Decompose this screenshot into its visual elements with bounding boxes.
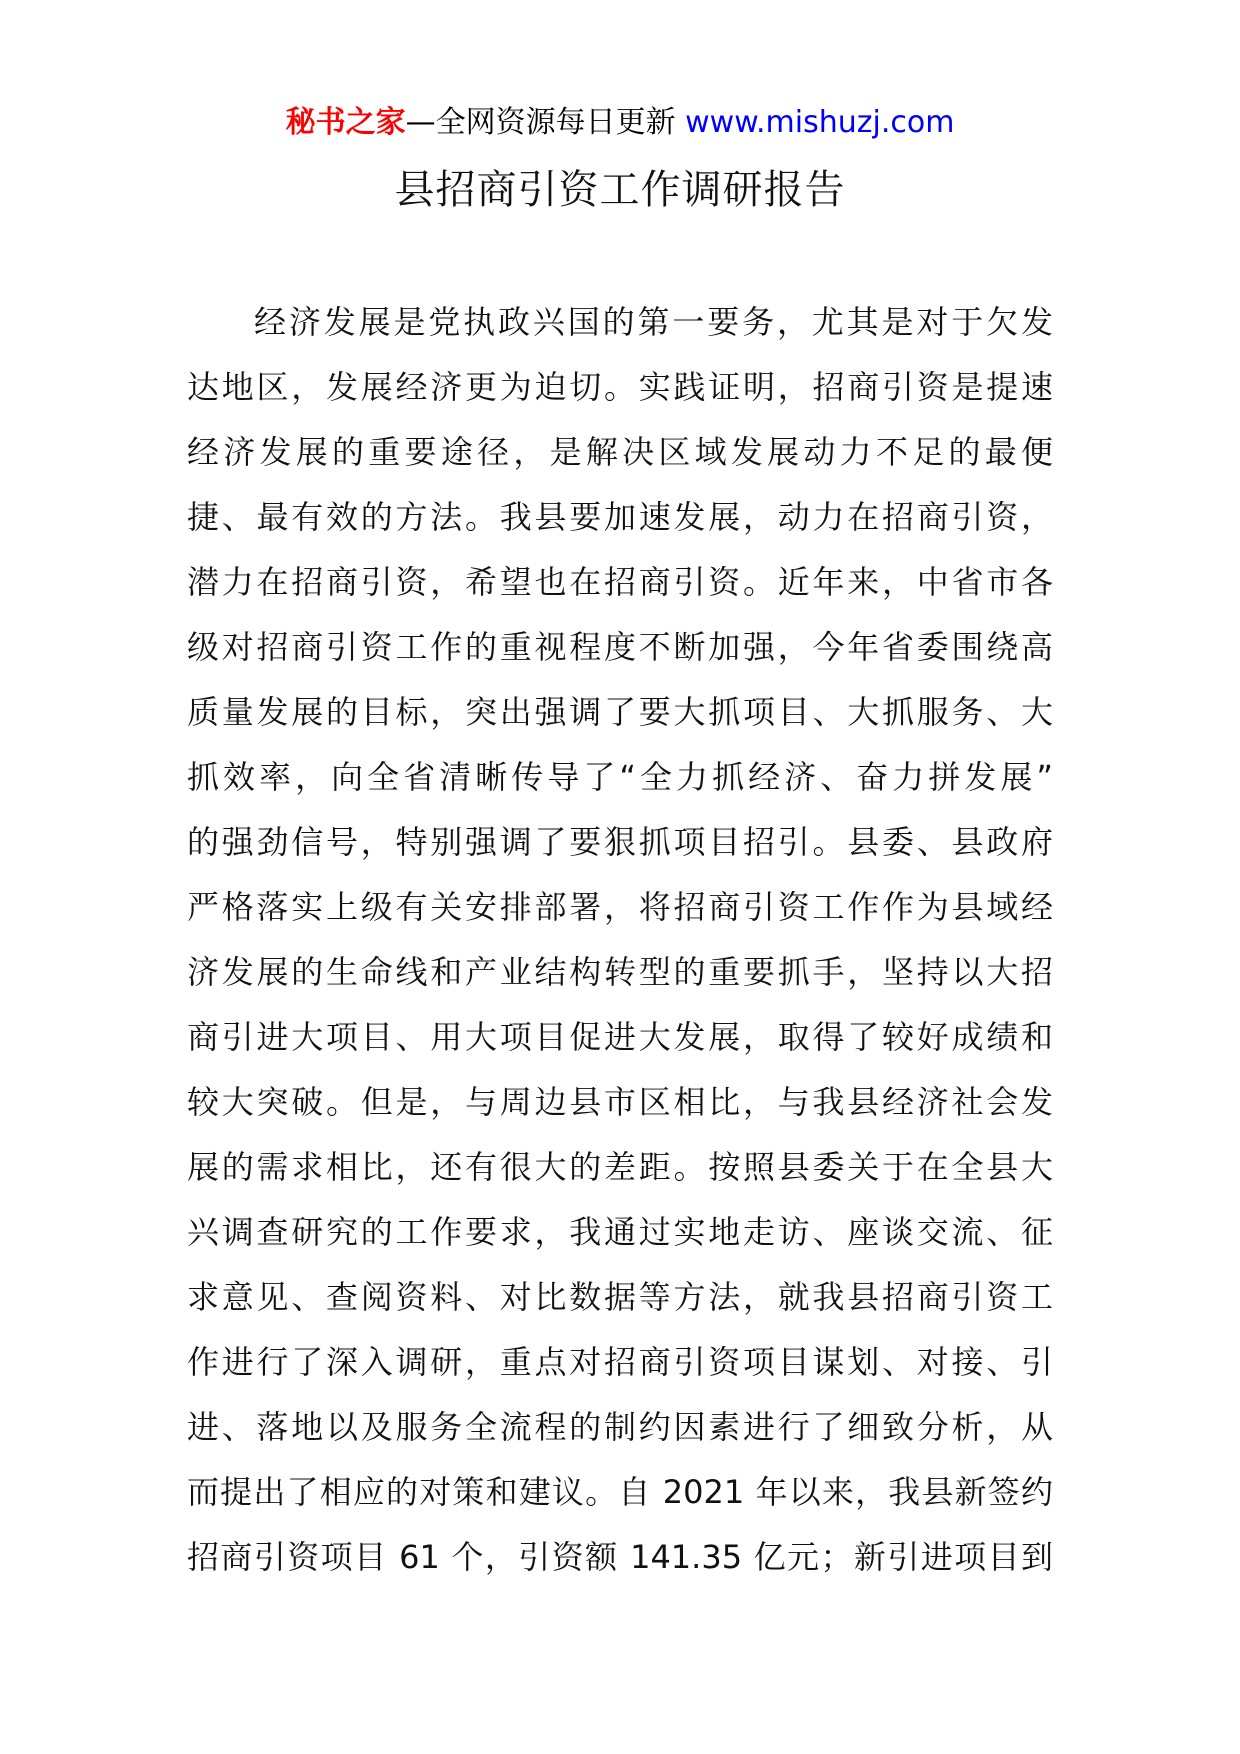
paragraph-line: 兴调查研究的工作要求，我通过实地走访、座谈交流、征 — [187, 1213, 1053, 1251]
brand-name: 秘书之家 — [285, 105, 406, 140]
paragraph-line: 而提出了相应的对策和建议。自 2021 年以来，我县新签约 — [187, 1473, 1053, 1511]
paragraph-line: 严格落实上级有关安排部署，将招商引资工作作为县域经 — [187, 888, 1053, 926]
paragraph-line: 的强劲信号，特别强调了要狠抓项目招引。县委、县政府 — [187, 823, 1053, 861]
document-body — [187, 290, 1053, 1590]
paragraph-line: 求意见、查阅资料、对比数据等方法，就我县招商引资工 — [187, 1278, 1053, 1316]
paragraph-line: 经济发展是党执政兴国的第一要务，尤其是对于欠发 — [254, 303, 1053, 341]
paragraph-line: 级对招商引资工作的重视程度不断加强，今年省委围绕高 — [187, 628, 1053, 666]
paragraph-line: 抓效率，向全省清晰传导了“全力抓经济、奋力拼发展” — [187, 758, 1053, 796]
paragraph-line: 潜力在招商引资，希望也在招商引资。近年来，中省市各 — [187, 563, 1053, 601]
paragraph-line: 商引进大项目、用大项目促进大发展，取得了较好成绩和 — [187, 1018, 1053, 1056]
paragraph-line: 展的需求相比，还有很大的差距。按照县委关于在全县大 — [187, 1148, 1053, 1186]
header-slogan: —全网资源每日更新 — [405, 105, 686, 140]
paragraph-line: 进、落地以及服务全流程的制约因素进行了细致分析，从 — [187, 1408, 1053, 1446]
paragraph-line: 较大突破。但是，与周边县市区相比，与我县经济社会发 — [187, 1083, 1053, 1121]
paragraph-line: 质量发展的目标，突出强调了要大抓项目、大抓服务、大 — [187, 693, 1053, 731]
paragraph-line: 达地区，发展经济更为迫切。实践证明，招商引资是提速 — [187, 368, 1053, 406]
paragraph-line: 招商引资项目 61 个，引资额 141.35 亿元；新引进项目到 — [187, 1538, 1053, 1576]
site-url-link[interactable]: www.mishuzj.com — [685, 105, 955, 140]
paragraph-line: 捷、最有效的方法。我县要加速发展，动力在招商引资， — [187, 498, 1053, 536]
paragraph-line: 经济发展的重要途径，是解决区域发展动力不足的最便 — [187, 433, 1053, 471]
document-title: 县招商引资工作调研报告 — [394, 167, 846, 213]
site-header — [0, 100, 1240, 146]
paragraph-line: 济发展的生命线和产业结构转型的重要抓手，坚持以大招 — [187, 953, 1053, 991]
paragraph-line: 作进行了深入调研，重点对招商引资项目谋划、对接、引 — [187, 1343, 1053, 1381]
